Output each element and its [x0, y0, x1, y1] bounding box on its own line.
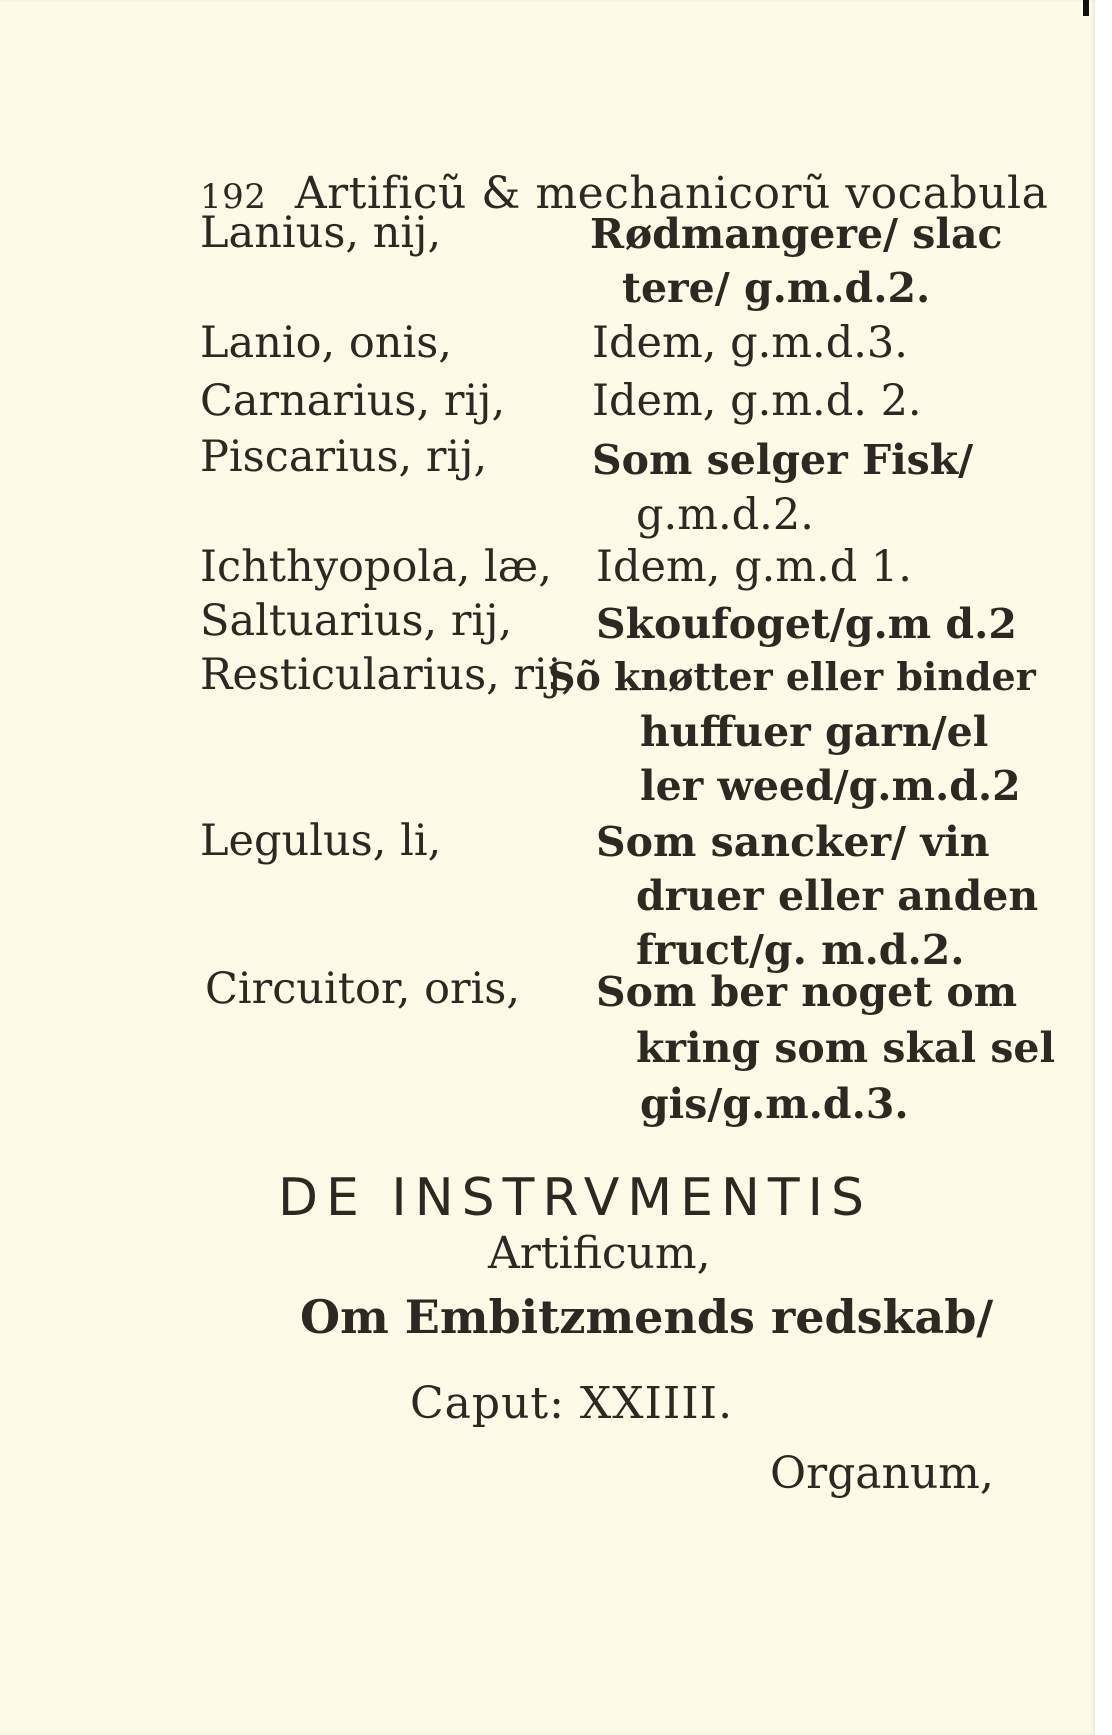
danish-gloss: Som sancker/ vin	[596, 818, 990, 866]
danish-gloss: ler weed/g.m.d.2	[640, 762, 1021, 810]
chapter-number: Caput: XXIIII.	[410, 1378, 734, 1429]
danish-gloss: g.m.d.2.	[636, 490, 814, 540]
scan-corner-mark	[1083, 0, 1089, 16]
latin-term: Lanio, onis,	[200, 318, 452, 368]
latin-term: Piscarius, rij,	[200, 432, 488, 482]
latin-term: Circuitor, oris,	[205, 964, 521, 1014]
latin-term: Resticularius, rij,	[200, 650, 575, 700]
page-number: 192	[200, 177, 267, 217]
danish-gloss: fruct/g. m.d.2.	[636, 926, 965, 974]
section-title: DE INSTRVMENTIS	[278, 1168, 873, 1228]
latin-term: Ichthyopola, læ,	[200, 542, 552, 592]
danish-gloss: Som ber noget om	[596, 968, 1018, 1016]
latin-term: Saltuarius, rij,	[200, 596, 513, 646]
danish-gloss: druer eller anden	[636, 872, 1039, 920]
section-danish-title: Om Embitzmends redskab/	[300, 1290, 994, 1344]
danish-gloss: Rødmangere/ slac	[590, 210, 1003, 258]
running-title: Artificũ & mechanicorũ vocabula	[294, 168, 1049, 219]
danish-gloss: Idem, g.m.d. 2.	[592, 376, 922, 426]
danish-gloss: kring som skal sel	[636, 1024, 1056, 1072]
latin-term: Lanius, nij,	[200, 208, 442, 258]
section-subtitle: Artificum,	[488, 1228, 711, 1279]
danish-gloss: tere/ g.m.d.2.	[622, 264, 931, 312]
danish-gloss: huffuer garn/el	[640, 708, 989, 756]
danish-gloss: Idem, g.m.d 1.	[596, 542, 912, 592]
danish-gloss: Sõ knøtter eller binder	[548, 654, 1036, 699]
danish-gloss: Skoufoget/g.m d.2	[596, 600, 1017, 648]
latin-term: Carnarius, rij,	[200, 376, 506, 426]
catchword: Organum,	[770, 1448, 994, 1499]
danish-gloss: Som selger Fisk/	[592, 436, 974, 484]
danish-gloss: Idem, g.m.d.3.	[592, 318, 908, 368]
latin-term: Legulus, li,	[200, 816, 442, 866]
danish-gloss: gis/g.m.d.3.	[640, 1080, 909, 1128]
